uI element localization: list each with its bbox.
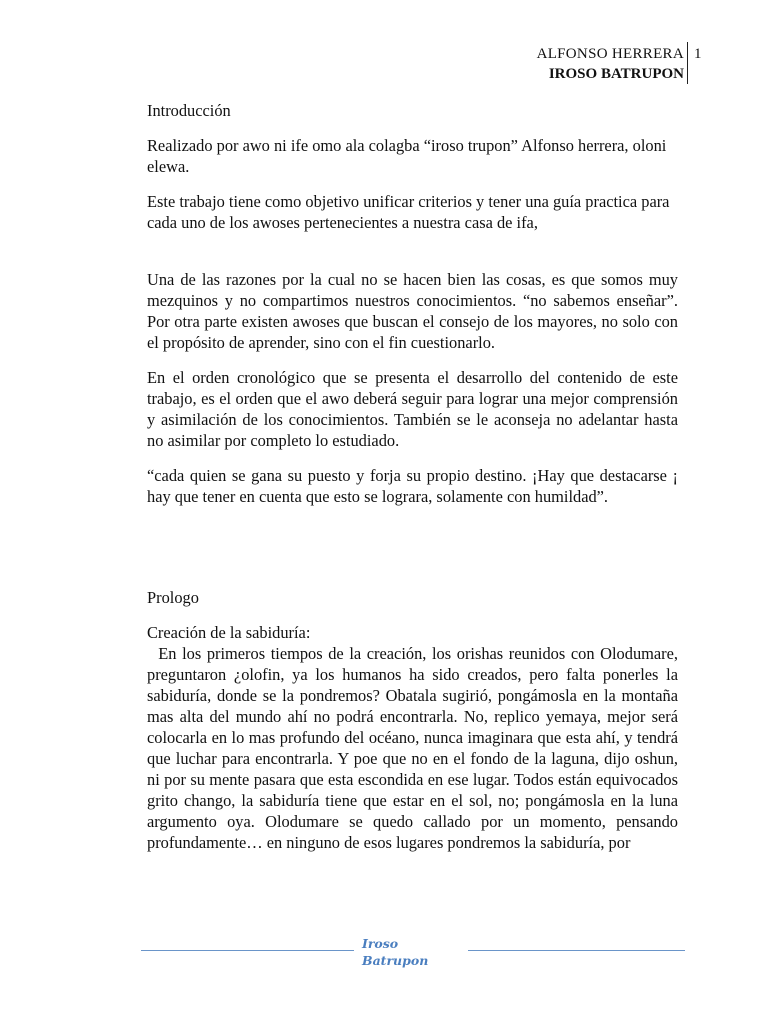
page-header	[537, 44, 684, 84]
header-divider	[687, 42, 688, 84]
page-number: 1	[694, 46, 702, 62]
header-subtitle: IROSO BATRUPON	[548, 66, 684, 82]
header-author: ALFONSO HERRERA	[536, 46, 684, 62]
document-body	[147, 100, 683, 853]
paragraph-author: Realizado por awo ni ife omo ala colagba “iroso trupon” Alfonso herrera, oloni elewa.	[147, 136, 667, 176]
paragraph-quote: “cada quien se gana su puesto y forja su propio destino. ¡Hay que destacarse ¡ hay que tener en cuenta que esto se lograra, solamente con humildad”.	[147, 466, 678, 506]
footer-rule-right	[468, 950, 685, 951]
paragraph-creation: En los primeros tiempos de la creación, los orishas reunidos con Olodumare, preguntaron ¿olofin, ya los humanos ha sido creados, pero falta ponerles la sabiduría, donde se la pondremos? Obatala sugirió, pongámosla en la montaña mas alta del mundo ahí no podrá encontrarla. No, replico yemaya, mejor será colocarla en lo mas profundo del océano, nunca imaginara que esta ahí, y tendrá que luchar para encontrarla. Y poe que no en el fondo de la laguna, dijo oshun, ni por su mente pasara que esta escondida en ese lugar. Todos están equivocados grito chango, la sabiduría tiene que estar en el sol, no; pongámosla en la luna argumento oya. Olodumare se quedo callado por un momento, pensando profundamente… en ninguno de esos lugares pondremos la sabiduría, por	[147, 644, 683, 852]
footer-line-1: Iroso	[362, 936, 399, 951]
prologue-heading: Prologo	[147, 588, 199, 607]
creation-heading: Creación de la sabiduría:	[147, 623, 311, 642]
paragraph-reasons: Una de las razones por la cual no se hacen bien las cosas, es que somos muy mezquinos y no compartimos nuestros conocimientos. “no sabemos enseñar”. Por otra parte existen awoses que buscan el consejo de los mayores, no solo con el propósito de aprender, sino con el fin cuestionarlo.	[147, 270, 678, 352]
footer-rule-left	[141, 950, 354, 951]
footer-line-2: Batrupon	[362, 953, 429, 968]
page-footer	[362, 935, 428, 969]
intro-heading: Introducción	[147, 101, 231, 120]
paragraph-objective: Este trabajo tiene como objetivo unificar criterios y tener una guía practica para cada uno de los awoses pertenecientes a nuestra casa de ifa,	[147, 192, 670, 232]
paragraph-order: En el orden cronológico que se presenta el desarrollo del contenido de este trabajo, es el orden que el awo deberá seguir para lograr una mejor comprensión y asimilación de los conocimientos. También se le aconseja no adelantar hasta no asimilar por completo lo estudiado.	[147, 368, 678, 450]
